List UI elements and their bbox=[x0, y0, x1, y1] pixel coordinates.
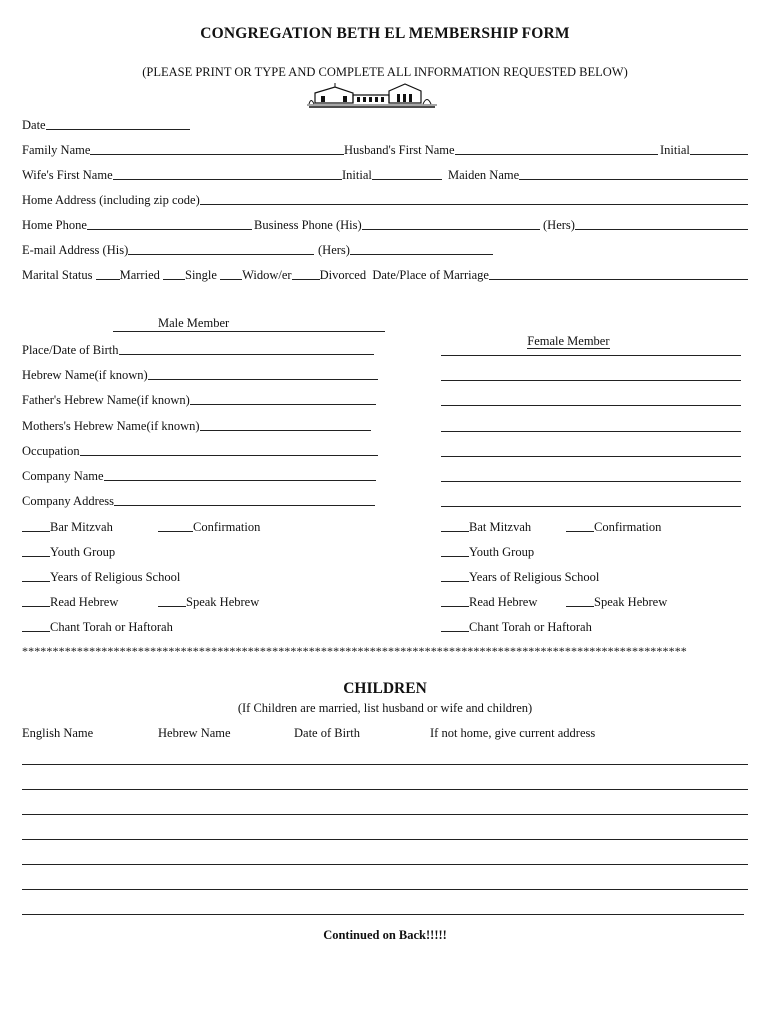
male-member-field[interactable] bbox=[22, 392, 376, 408]
date-field[interactable] bbox=[22, 117, 190, 133]
child-line[interactable] bbox=[22, 839, 748, 840]
home-address-field[interactable] bbox=[22, 192, 748, 208]
col-current-address: If not home, give current address bbox=[430, 726, 596, 740]
family-name-label: Family Name bbox=[22, 143, 91, 157]
form-subtitle: (PLEASE PRINT OR TYPE AND COMPLETE ALL INFORMATION REQUESTED BELOW) bbox=[142, 65, 628, 79]
male-member-field-label: Company Name bbox=[22, 469, 104, 483]
male-speak-hebrew-check[interactable] bbox=[158, 606, 186, 607]
wife-initial-label: Initial bbox=[342, 168, 372, 182]
business-phone-hers-field[interactable] bbox=[543, 217, 748, 233]
female-member-input-line[interactable] bbox=[441, 506, 741, 507]
date-place-marriage-input[interactable] bbox=[489, 279, 748, 280]
female-bat-mitzvah-check[interactable] bbox=[441, 531, 469, 532]
child-line[interactable] bbox=[22, 864, 748, 865]
male-read-hebrew-label: Read Hebrew bbox=[50, 595, 119, 609]
male-member-field-label: Hebrew Name(if known) bbox=[22, 368, 148, 383]
email-his-field[interactable] bbox=[22, 242, 314, 258]
female-confirmation-label: Confirmation bbox=[594, 520, 662, 534]
male-confirmation-label: Confirmation bbox=[193, 520, 261, 534]
child-line[interactable] bbox=[22, 814, 748, 815]
child-line[interactable] bbox=[22, 764, 748, 765]
col-date-of-birth: Date of Birth bbox=[294, 726, 360, 740]
female-religious-school-row bbox=[441, 569, 599, 585]
email-his-label: E-mail Address (His) bbox=[22, 243, 129, 257]
email-hers-field[interactable] bbox=[318, 242, 493, 258]
female-member-input-line[interactable] bbox=[441, 380, 741, 381]
female-youth-group-check[interactable] bbox=[441, 556, 469, 557]
bar-mitzvah-label: Bar Mitzvah bbox=[50, 520, 113, 534]
family-name-field[interactable] bbox=[22, 142, 344, 158]
female-member-input-line[interactable] bbox=[441, 355, 741, 356]
single-label: Single bbox=[185, 268, 217, 282]
child-line[interactable] bbox=[22, 914, 744, 915]
business-phone-his-label: Business Phone (His) bbox=[254, 218, 362, 232]
male-chant-torah-row bbox=[22, 619, 173, 635]
female-speak-hebrew-check[interactable] bbox=[566, 606, 594, 607]
female-religious-school-label: Years of Religious School bbox=[469, 570, 600, 584]
male-member-field[interactable] bbox=[22, 367, 378, 383]
continued-note: Continued on Back!!!!! bbox=[323, 928, 447, 942]
female-read-hebrew-label: Read Hebrew bbox=[469, 595, 538, 609]
maiden-name-field[interactable] bbox=[448, 167, 748, 183]
female-chant-torah-label: Chant Torah or Haftorah bbox=[469, 620, 592, 634]
male-religious-school-check[interactable] bbox=[22, 581, 50, 582]
male-member-field[interactable] bbox=[22, 418, 371, 434]
male-confirmation-row bbox=[158, 519, 260, 535]
male-member-field[interactable] bbox=[22, 342, 374, 358]
female-member-label: Female Member bbox=[527, 334, 610, 348]
form-title: CONGREGATION BETH EL MEMBERSHIP FORM bbox=[200, 25, 570, 42]
synagogue-building-icon bbox=[305, 81, 439, 109]
female-confirmation-check[interactable] bbox=[566, 531, 594, 532]
female-member-input-line[interactable] bbox=[441, 481, 741, 482]
female-member-input-line[interactable] bbox=[441, 456, 741, 457]
home-phone-field[interactable] bbox=[22, 217, 252, 233]
female-member-input-line[interactable] bbox=[441, 431, 741, 432]
male-religious-school-label: Years of Religious School bbox=[50, 570, 181, 584]
home-phone-label: Home Phone bbox=[22, 218, 87, 232]
date-label: Date bbox=[22, 118, 46, 132]
child-line[interactable] bbox=[22, 889, 748, 890]
divorced-check[interactable] bbox=[292, 279, 320, 280]
maiden-name-label: Maiden Name bbox=[448, 168, 520, 182]
female-youth-group-label: Youth Group bbox=[469, 545, 535, 559]
wife-initial-field[interactable] bbox=[342, 167, 442, 183]
female-member-input-line[interactable] bbox=[441, 405, 741, 406]
male-member-field[interactable] bbox=[22, 443, 378, 459]
home-address-label: Home Address (including zip code) bbox=[22, 193, 200, 207]
female-read-hebrew-row bbox=[441, 594, 537, 610]
female-member-heading bbox=[521, 317, 610, 349]
divorced-label: Divorced bbox=[319, 268, 367, 282]
bat-mitzvah-label: Bat Mitzvah bbox=[469, 520, 532, 534]
male-chant-torah-check[interactable] bbox=[22, 631, 50, 632]
married-check[interactable] bbox=[96, 279, 120, 280]
female-read-hebrew-check[interactable] bbox=[441, 606, 469, 607]
female-chant-torah-row bbox=[441, 619, 592, 635]
female-confirmation-row bbox=[566, 519, 661, 535]
business-phone-hers-label: (Hers) bbox=[543, 218, 575, 232]
male-youth-group-row bbox=[22, 544, 115, 560]
widower-label: Widow/er bbox=[242, 268, 292, 282]
male-bar-mitzvah-check[interactable] bbox=[22, 531, 50, 532]
initial-label: Initial bbox=[660, 143, 690, 157]
female-speak-hebrew-row bbox=[566, 594, 667, 610]
male-member-field[interactable] bbox=[22, 468, 376, 484]
male-member-field-label: Place/Date of Birth bbox=[22, 343, 119, 357]
male-speak-hebrew-row bbox=[158, 594, 259, 610]
female-religious-school-check[interactable] bbox=[441, 581, 469, 582]
col-hebrew-name: Hebrew Name bbox=[158, 726, 231, 740]
male-member-heading bbox=[113, 317, 385, 332]
male-member-field-label: Company Address bbox=[22, 494, 115, 509]
husband-initial-field[interactable] bbox=[660, 142, 748, 158]
children-heading: CHILDREN bbox=[343, 680, 427, 697]
wife-first-name-field[interactable] bbox=[22, 167, 342, 183]
male-member-field-label: Mothers's Hebrew Name(if known) bbox=[22, 418, 200, 433]
male-bar-mitzvah-row bbox=[22, 519, 113, 535]
wife-first-name-label: Wife's First Name bbox=[22, 168, 113, 182]
male-youth-group-label: Youth Group bbox=[50, 545, 116, 559]
business-phone-his-field[interactable] bbox=[254, 217, 540, 233]
female-speak-hebrew-label: Speak Hebrew bbox=[594, 595, 668, 609]
female-chant-torah-check[interactable] bbox=[441, 631, 469, 632]
husband-first-name-label: Husband's First Name bbox=[344, 143, 455, 157]
marital-status-row bbox=[22, 267, 748, 283]
male-confirmation-check[interactable] bbox=[158, 531, 193, 532]
col-english-name: English Name bbox=[22, 726, 94, 740]
husband-first-name-field[interactable] bbox=[344, 142, 658, 158]
children-note: (If Children are married, list husband or wife and children) bbox=[237, 701, 533, 715]
male-speak-hebrew-label: Speak Hebrew bbox=[186, 595, 260, 609]
female-youth-group-row bbox=[441, 544, 534, 560]
asterisk-separator: ************************************************************************************************************* bbox=[22, 644, 687, 658]
male-member-field-label: Father's Hebrew Name(if known) bbox=[22, 393, 190, 408]
widower-check[interactable] bbox=[220, 279, 242, 280]
single-check[interactable] bbox=[163, 279, 185, 280]
female-bat-mitzvah-row bbox=[441, 519, 531, 535]
male-read-hebrew-check[interactable] bbox=[22, 606, 50, 607]
male-youth-group-check[interactable] bbox=[22, 556, 50, 557]
male-member-field[interactable] bbox=[22, 493, 375, 509]
marital-status-label: Marital Status bbox=[22, 268, 93, 282]
male-chant-torah-label: Chant Torah or Haftorah bbox=[50, 620, 173, 634]
male-member-field-label: Occupation bbox=[22, 443, 80, 458]
male-religious-school-row bbox=[22, 569, 180, 585]
male-read-hebrew-row bbox=[22, 594, 118, 610]
child-line[interactable] bbox=[22, 789, 748, 790]
email-hers-label: (Hers) bbox=[318, 243, 350, 257]
male-member-label: Male Member bbox=[158, 316, 230, 330]
date-place-marriage-label: Date/Place of Marriage bbox=[372, 268, 489, 282]
married-label: Married bbox=[119, 268, 160, 282]
